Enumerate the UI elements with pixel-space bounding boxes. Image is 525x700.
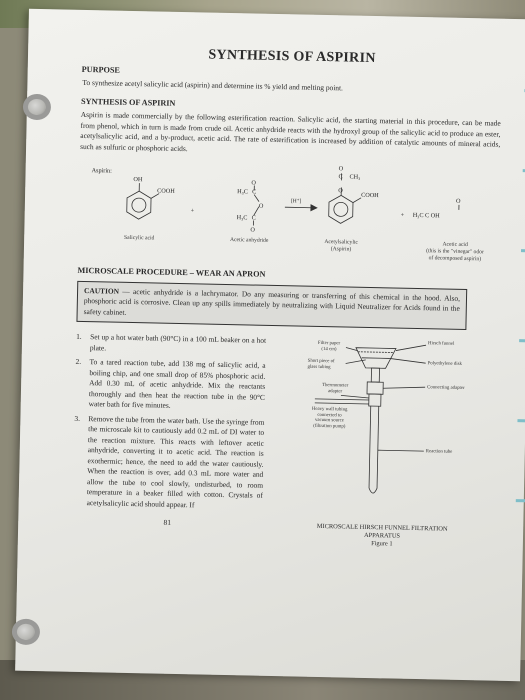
thermometer-adapter-shape [369, 394, 381, 406]
vacuum-tubing [315, 403, 369, 404]
acetic-acid-label: Acetic acid (this is the "vinegar" odor of decomposed aspirin) [426, 241, 484, 263]
step-number: 2. [75, 356, 82, 366]
hirsch-funnel-label: Hirsch funnel [428, 341, 455, 347]
page-edge-tab [516, 499, 525, 502]
anhydride-bond [254, 195, 259, 202]
reaction-arrow-head [311, 205, 317, 211]
caption-line: MICROSCALE HIRSCH FUNNEL FILTRATION [316, 522, 448, 533]
leader-line [390, 358, 426, 363]
caution-text: — acetic anhydride is a lachrymator. Do any measuring or transferring of this chemical in the hood. Also, phosphoric acid is corrosive. Clean up any spills immediately by neutralizing with Liquid Neutralizer for Acids found in the safety cabinet. [83, 286, 461, 317]
figure-caption [282, 522, 482, 550]
aspirin-label: Aspirin: [91, 167, 112, 175]
leader-line [383, 386, 425, 389]
h3c-top: H₃C [237, 188, 249, 196]
binder-ring [12, 619, 41, 646]
oh-group: OH [133, 176, 143, 184]
reaction-arrow [285, 207, 311, 208]
ester-methyl: CH₃ [349, 173, 361, 181]
carbon-bottom: C [251, 214, 256, 222]
figure-number: Figure 1 [371, 540, 393, 548]
oxygen-bridge: O [258, 202, 264, 210]
carbon-top: C [252, 188, 257, 196]
binder-ring [23, 94, 52, 121]
synthesis-heading: SYNTHESIS OF ASPIRIN [80, 96, 176, 108]
h3c-bottom: H₃C [236, 214, 248, 222]
acetic-formula: H₃C C OH [412, 211, 440, 220]
reaction-tube-label: Reaction tube [425, 449, 453, 455]
catalyst-label: [H⁺] [290, 198, 302, 205]
leader-line [341, 395, 369, 398]
procedure-steps [72, 332, 266, 530]
aspirin-ring [329, 195, 354, 223]
cooh-group: COOH [157, 187, 175, 195]
anhydride-label: Acetic anhydride [229, 237, 269, 244]
leader-line [396, 345, 426, 352]
filtration-apparatus-figure [280, 336, 486, 640]
step-number: 1. [76, 331, 82, 341]
ester-oxygen-top: O [338, 165, 344, 173]
reaction-scheme [78, 160, 500, 267]
step-text: To a tared reaction tube, add 138 mg of salicylic acid, a boiling chip, and one small drop of 85% phosphoric acid. Add 0.30 mL of acetic anhydride. Mix the reactants thoroughly and then heat the reaction tube in the 90°C water bath for five minutes. [88, 357, 266, 410]
worksheet-page [15, 9, 525, 681]
document-body [70, 48, 502, 651]
step-text: Remove the tube from the water bath. Use the syringe from the microscale kit to cautiously add 0.2 mL of DI water to the reaction mixture. This reacts with leftover acetic anhydride, converting it to acetic acid. The reaction is exothermic; hence, the need to add the water cautiously. When the reaction is over, add 0.3 mL more water and allow the tube to cool slowly, undisturbed, to room temperature in a beaker filled with cotton. Crystals of acetylsalicylic acid should appear. If [86, 413, 265, 509]
page-edge-tab [517, 419, 525, 422]
page-edge-tab [519, 339, 525, 342]
connecting-adapter-shape [367, 382, 383, 394]
page-number: 81 [163, 517, 172, 527]
step-text: Set up a hot water bath (90°C) in a 100 mL beaker on a hot plate. [89, 332, 267, 352]
plus-sign: + [190, 207, 195, 215]
filter-paper-label: Filter paper (14 cm) [317, 340, 341, 352]
procedure-step [75, 357, 266, 413]
connecting-adapter-label: Connecting adapter [427, 385, 465, 391]
funnel-stem [371, 368, 379, 382]
synthesis-text: Aspirin is made commercially by the following esterification reaction. Salicylic acid, the starting material in this procedure, can be made from phenol, which in turn is made from crude oil. Acetic anhydride reacts with the hydroxyl group of the salicylic acid to produce an ester, acetylsalicylic acid, and a by-product, acetic acid. The rate of esterification is increased by addition of catalytic amounts of mineral acids, such as sulfuric or phosphoric acids. [80, 109, 501, 153]
procedure-step [73, 413, 265, 511]
document-title: SYNTHESIS OF ASPIRIN [208, 47, 376, 67]
caption-line: APPARATUS [363, 531, 401, 540]
vacuum-tubing-label: Heavy wall tubing connected to vacuum source (filtration pump) [311, 406, 348, 430]
purpose-heading: PURPOSE [81, 64, 121, 75]
acetic-oxygen: O [455, 197, 461, 205]
reaction-tube-shape [369, 406, 379, 493]
filter-paper-line [358, 352, 394, 353]
vacuum-tubing [315, 399, 369, 400]
microscale-heading: MICROSCALE PROCEDURE – WEAR AN APRON [77, 265, 266, 279]
procedure-step [76, 332, 266, 357]
aromatic-circle [334, 202, 348, 216]
cooh-group: COOH [361, 191, 379, 200]
cooh-bond [353, 198, 361, 203]
page-edge-tab [521, 249, 525, 252]
salicylic-label: Salicylic acid [123, 234, 155, 242]
aspirin-product-label: Acetylsalicylic (Aspirin) [324, 239, 359, 253]
leader-line [378, 450, 424, 451]
oxygen-top: O [251, 179, 256, 187]
procedure-section [70, 332, 496, 651]
purpose-text: To synthesize acetyl salicylic acid (aspirin) and determine its % yield and melting point. [82, 77, 344, 93]
polyethylene-disk-line [362, 358, 390, 359]
step-number: 3. [74, 413, 81, 423]
short-glass-label: Short piece of glass tubing [307, 358, 335, 370]
caution-box [76, 280, 467, 330]
caution-label: CAUTION [84, 285, 120, 296]
plus-sign: + [400, 211, 405, 219]
ester-oxygen: O [338, 187, 343, 195]
oxygen-bottom: O [250, 226, 255, 234]
salicylic-ring [127, 191, 152, 219]
aromatic-circle [132, 198, 146, 212]
polyethylene-disk-label: Polyethylene disk [427, 361, 462, 367]
ester-carbon: C [338, 173, 343, 181]
thermometer-adapter-label: Thermometer adapter [322, 383, 349, 394]
